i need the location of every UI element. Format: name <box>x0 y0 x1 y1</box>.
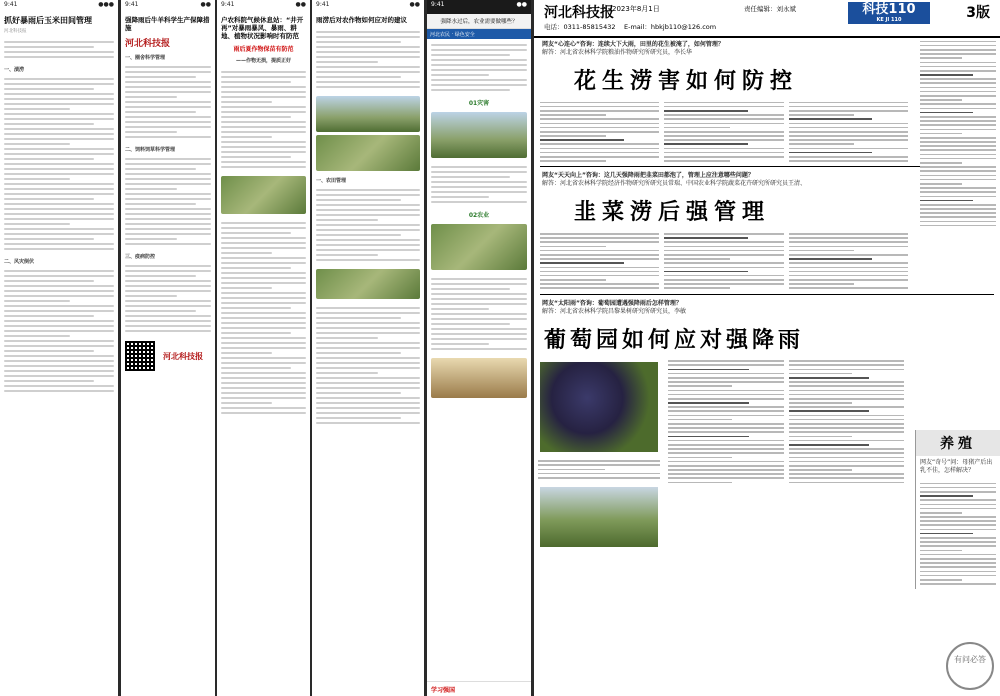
watermark-seal: 有问必答 <box>946 642 994 690</box>
masthead <box>534 0 1000 38</box>
footer <box>121 337 215 375</box>
status-bar: 9:41 ●● <box>427 0 531 14</box>
text-line <box>4 56 114 58</box>
crop-photo <box>431 224 527 270</box>
email-address: E-mail：hbkjb110@126.com <box>624 23 717 31</box>
footer-brand: 河北科技报 <box>163 350 203 361</box>
section-divider <box>540 294 994 295</box>
field-photo <box>316 96 420 132</box>
qr-code-icon <box>125 341 155 371</box>
crop-photo <box>221 176 306 214</box>
text-line <box>4 41 114 43</box>
article-subheadline: ——作物无损，提质正好 <box>235 58 291 65</box>
field-photo <box>316 269 420 299</box>
section-heading: 二、风灾倒伏 <box>4 259 35 265</box>
sidebar-question: 网友“奇号”问：母猪产后出乳不佳，怎样解决？ <box>920 459 993 474</box>
section-heading: 一、农田管理 <box>316 178 347 185</box>
phone-screenshot-5 <box>427 0 531 696</box>
section-badge: 01灾害 <box>468 100 490 107</box>
editor-credit: 责任编辑：刘永斌 <box>744 5 796 13</box>
produce-photo <box>431 358 527 398</box>
status-bar: 9:41 ●● <box>125 1 211 8</box>
phone-screenshot-2 <box>121 0 215 696</box>
section-heading: 一、渍涝 <box>4 67 25 73</box>
vineyard-photo <box>540 487 658 547</box>
phone-number: 电话：0311-85815432 <box>544 23 616 31</box>
article-title: 强降雨后牛羊科学生产保障措施 <box>125 16 210 33</box>
article-body <box>0 265 118 397</box>
brand-banner: 河北农民 · 绿色安全 <box>427 29 531 39</box>
status-bar: 9:41 ●●● <box>4 1 114 8</box>
right-column-top <box>916 36 1000 231</box>
sidebar-heading: 养殖 <box>916 430 1000 456</box>
flood-photo <box>431 112 527 158</box>
article-2-body <box>534 230 1000 291</box>
paper-logo: 河北科技报 <box>544 5 614 21</box>
text-line <box>4 51 114 53</box>
breeding-sidebar <box>915 430 1000 589</box>
question-2: 网友“天天向上”咨询：这几天强降雨把韭菜田都泡了，管理上应注意哪些问题？ 解答：河北省农林科学院经济作物研究所研究员常瑞、中国农业科学院蔬菜花卉研究所研究员王清、 <box>542 172 807 188</box>
section-badge: 02农业 <box>468 212 490 219</box>
app-footer: 学习强国 <box>427 681 531 696</box>
article-source: 河北科技报 <box>4 29 27 34</box>
issue-date: 2023年8月1日 <box>612 5 660 13</box>
phone-screenshot-1 <box>0 0 118 696</box>
text-line <box>4 46 94 48</box>
phone-screenshot-3 <box>217 0 310 696</box>
grape-photo <box>540 362 658 452</box>
headline-1: 花生涝害如何防控 <box>574 68 799 94</box>
section-badge: 科技110 KE JI 110 <box>848 2 930 24</box>
headline-3: 葡萄园如何应对强降雨 <box>544 326 805 353</box>
section-heading: 三、疫病防控 <box>125 254 156 261</box>
phone-screenshot-4 <box>312 0 424 696</box>
section-heading: 二、饲料饲草科学管理 <box>125 147 176 154</box>
article-title: 抓好暴雨后玉米田间管理 <box>4 16 92 25</box>
article-title: 户农科院气候休息站：“井开再”对暴雨暴风、暴雨、耕地、植物状况影响时有防范 <box>221 16 304 41</box>
article-body <box>0 36 118 63</box>
status-bar: 9:41 ●● <box>221 1 306 8</box>
status-bar: 9:41 ●● <box>316 1 420 8</box>
question-1: 网友“心连心”咨询：连续大下大雨，田里的花生被淹了，如何管理？ 解答：河北省农林科学院粮油作物研究所研究员，李长华 <box>542 41 724 56</box>
nav-title: 强降水过后，农业需要做哪些？ <box>427 14 531 29</box>
headline-2: 韭菜涝后强管理 <box>574 199 771 226</box>
brand-logo: 河北科技报 <box>125 39 171 50</box>
page-number: 3版 <box>966 5 990 21</box>
newspaper-page <box>534 0 1000 696</box>
article-body <box>0 73 118 255</box>
section-heading: 一、圈舍科学管理 <box>125 55 166 62</box>
field-photo <box>316 135 420 171</box>
article-headline: 雨后夏作物保苗有防范 <box>233 46 294 54</box>
article-title: 雨涝后对农作物如何应对的建议 <box>316 16 407 24</box>
question-3: 网友“太阳雨”咨询：葡萄园遭遇强降雨后怎样管理？ 解答：河北省农林科学院昌黎果树研究所研究员，李敏 <box>542 299 687 315</box>
